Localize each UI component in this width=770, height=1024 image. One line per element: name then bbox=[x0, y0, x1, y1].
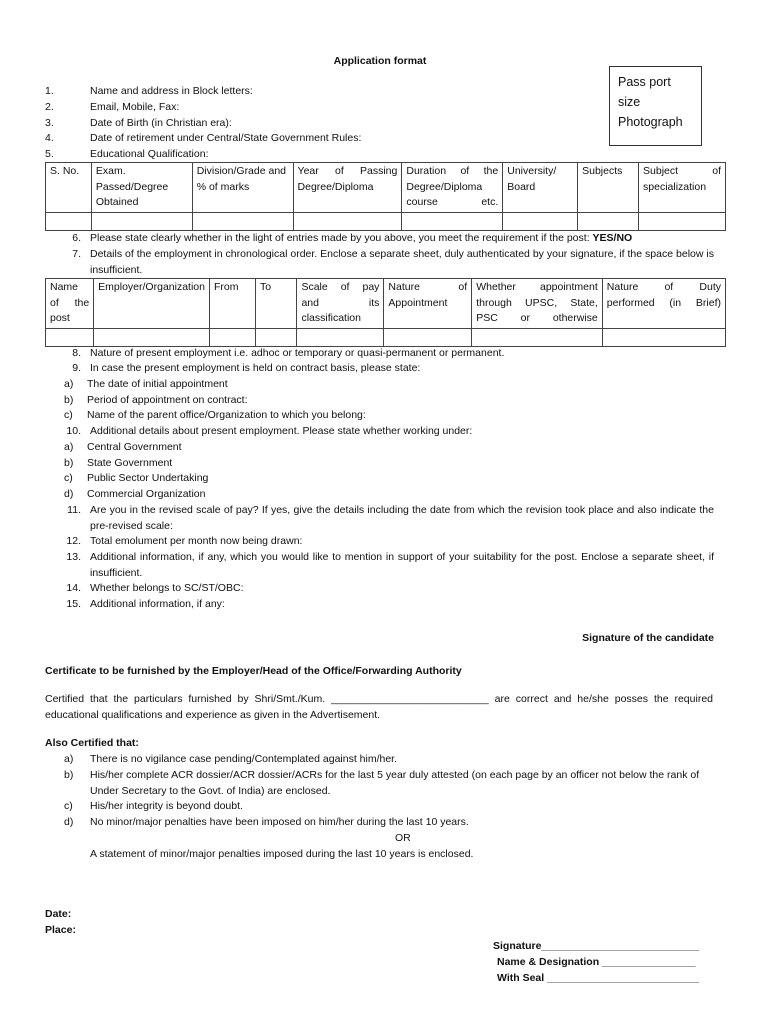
table-cell-empty[interactable] bbox=[255, 328, 297, 346]
table-cell-empty[interactable] bbox=[297, 328, 384, 346]
also-certified-heading: Also Certified that: bbox=[45, 737, 139, 749]
table-header-cell: Nature of Appointment bbox=[384, 279, 472, 329]
table-cell-empty[interactable] bbox=[503, 212, 578, 230]
table-header-cell: Nature of Duty performed (in Brief) bbox=[602, 279, 725, 329]
photo-label-line: Pass port bbox=[618, 75, 671, 89]
seal-line: With Seal __________________________ bbox=[497, 972, 699, 984]
photo-label-line: size bbox=[618, 95, 641, 109]
certificate-paragraph: Certified that the particulars furnished by Shri/Smt./Kum. ___________________________ are correct and he/she posses the required educational qualifications and experience as given in the Advertisement. bbox=[45, 693, 713, 721]
table-header-cell: Employer/Organization bbox=[94, 279, 210, 329]
table-header-cell: Whether appointment through UPSC, State, PSC or otherwise bbox=[472, 279, 603, 329]
table-header-cell: Subject of specialization bbox=[639, 163, 726, 213]
table-cell-empty[interactable] bbox=[384, 328, 472, 346]
table-header-cell: From bbox=[209, 279, 255, 329]
table-row bbox=[46, 212, 726, 230]
table-header-cell: Year of Passing Degree/Diploma bbox=[293, 163, 402, 213]
table-cell-empty[interactable] bbox=[293, 212, 402, 230]
table-cell-empty[interactable] bbox=[94, 328, 210, 346]
name-designation-line: Name & Designation ________________ bbox=[497, 956, 696, 968]
table-cell-empty[interactable] bbox=[91, 212, 192, 230]
employment-table bbox=[45, 278, 726, 347]
table-header-cell: S. No. bbox=[46, 163, 92, 213]
table-header-cell: Exam. Passed/Degree Obtained bbox=[91, 163, 192, 213]
photo-label-line: Photograph bbox=[618, 115, 683, 129]
table-header-cell: To bbox=[255, 279, 297, 329]
date-label: Date: bbox=[45, 908, 72, 920]
table-cell-empty[interactable] bbox=[209, 328, 255, 346]
passport-photo-box bbox=[609, 66, 702, 146]
place-label: Place: bbox=[45, 924, 76, 936]
table-row bbox=[46, 328, 726, 346]
table-cell-empty[interactable] bbox=[472, 328, 603, 346]
table-header-cell: Scale of pay and its classification bbox=[297, 279, 384, 329]
table-cell-empty[interactable] bbox=[639, 212, 726, 230]
table-header-cell: Duration of the Degree/Diploma course etc. bbox=[402, 163, 503, 213]
or-separator: OR bbox=[395, 832, 411, 844]
page-title: Application format bbox=[333, 55, 427, 67]
yes-no-answer: YES/NO bbox=[592, 232, 633, 244]
table-header-cell: Name of the post bbox=[46, 279, 94, 329]
table-header-cell: Subjects bbox=[578, 163, 639, 213]
education-table bbox=[45, 162, 726, 231]
table-cell-empty[interactable] bbox=[602, 328, 725, 346]
table-cell-empty[interactable] bbox=[578, 212, 639, 230]
table-header-cell: University/ Board bbox=[503, 163, 578, 213]
table-cell-empty[interactable] bbox=[46, 212, 92, 230]
table-header-cell: Division/Grade and % of marks bbox=[192, 163, 293, 213]
table-cell-empty[interactable] bbox=[192, 212, 293, 230]
table-cell-empty[interactable] bbox=[402, 212, 503, 230]
table-cell-empty[interactable] bbox=[46, 328, 94, 346]
penalty-statement: A statement of minor/major penalties imposed during the last 10 years is enclosed. bbox=[90, 848, 474, 860]
candidate-signature-label: Signature of the candidate bbox=[582, 632, 714, 644]
certificate-heading: Certificate to be furnished by the Employer/Head of the Office/Forwarding Authority bbox=[45, 665, 462, 677]
signature-line: Signature___________________________ bbox=[493, 940, 700, 952]
